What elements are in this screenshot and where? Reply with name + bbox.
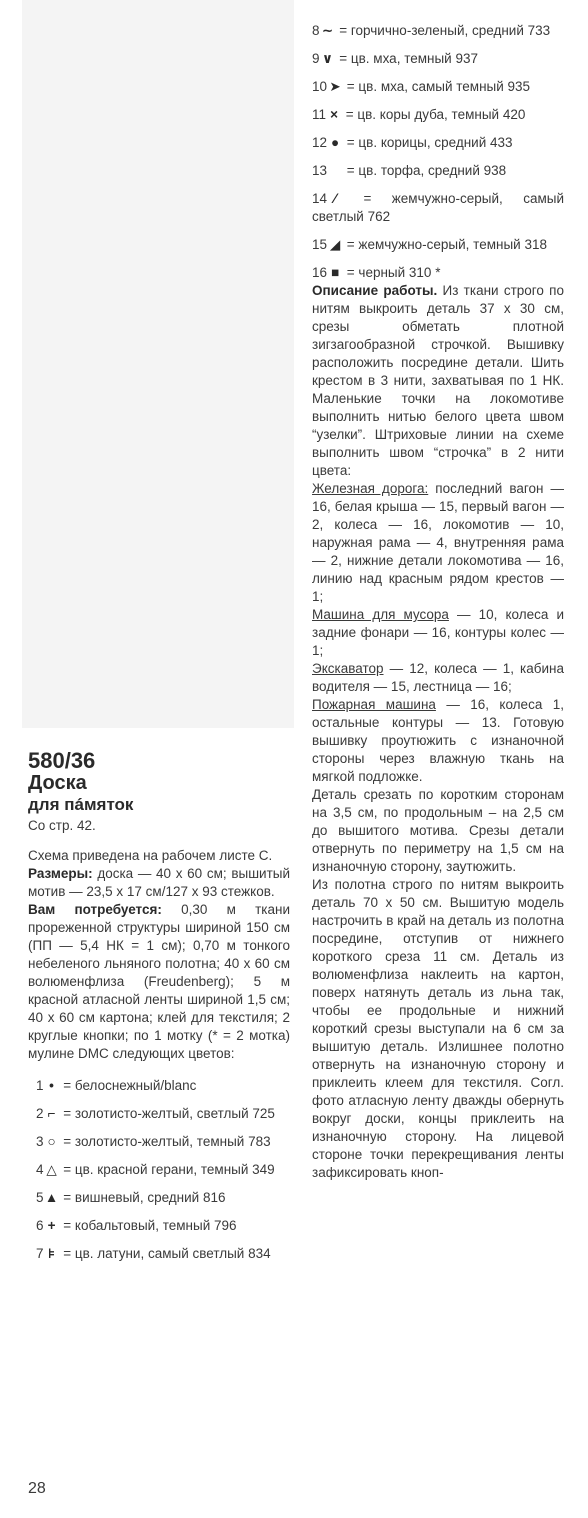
article-title: Доска	[28, 772, 87, 794]
left-column	[28, 750, 290, 1263]
legend-item	[312, 190, 564, 226]
legend-number: 7	[36, 1246, 44, 1261]
description-paragraph	[312, 282, 564, 480]
excavator-text: — 12, колеса — 1, кабина водителя — 15, лестница — 16;	[312, 661, 564, 694]
right-column	[312, 22, 564, 1182]
legend-symbol: ×	[330, 107, 338, 122]
legend-number: 1	[36, 1078, 44, 1093]
legend-text: = горчично-зеленый, средний 733	[335, 23, 551, 38]
legend-item	[312, 22, 564, 40]
legend-item	[312, 106, 564, 124]
legend-number: 2	[36, 1106, 44, 1121]
legend-item	[312, 264, 564, 282]
fire-truck-text: — 16, колеса 1, остальные контуры — 13. Готовую вышивку проутюжить с изнаночной стороны через влажную ткань на мягкой подложке.	[312, 697, 564, 784]
legend-symbol: ▲	[44, 1190, 59, 1205]
legend-symbol: ■	[330, 265, 340, 280]
legend-number: 15	[312, 237, 328, 252]
legend-symbol: △	[46, 1162, 57, 1177]
excavator-label: Экскаватор	[312, 661, 384, 676]
legend-symbol: ⁄	[333, 191, 337, 206]
description-text: Из ткани строго по нитям выкроить деталь 37 х 30 см, срезы обметать плотной зигзагообразной строчкой. Вышивку расположить посредине детали. Шить крестом в 3 нити, захватывая по 1 НК. Маленькие точки на локомотиве выполнить нитью белого цвета швом “узелки”. Штриховые линии на схеме выполнить швом “строчка” в 2 нити цвета:	[312, 283, 564, 478]
legend-number: 8	[312, 23, 320, 38]
legend-symbol: ⌐	[47, 1106, 56, 1121]
color-legend-right	[312, 22, 564, 282]
legend-symbol: •	[49, 1078, 54, 1093]
legend-symbol: ∼	[321, 23, 334, 38]
legend-symbol: ○	[47, 1134, 56, 1149]
legend-text: = черный 310 *	[343, 265, 441, 280]
garbage-truck-paragraph	[312, 606, 564, 660]
legend-item	[312, 134, 564, 152]
railway-label: Железная дорога:	[312, 481, 429, 496]
legend-item	[28, 1217, 290, 1235]
materials-paragraph	[28, 901, 290, 1063]
fire-truck-label: Пожарная машина	[312, 697, 436, 712]
excavator-paragraph	[312, 660, 564, 696]
legend-text: = цв. коры дуба, темный 420	[342, 107, 526, 122]
legend-number: 10	[312, 79, 328, 94]
page-number: 28	[28, 1480, 46, 1497]
legend-symbol: +	[47, 1218, 56, 1233]
legend-text: = цв. латуни, самый светлый 834	[59, 1246, 271, 1261]
article-number: 580/36	[28, 748, 96, 773]
legend-symbol: ➤	[329, 79, 341, 94]
color-legend-left	[28, 1077, 290, 1263]
legend-text: = цв. красной герани, темный 349	[59, 1162, 275, 1177]
legend-number: 16	[312, 265, 328, 280]
legend-number: 4	[36, 1162, 44, 1177]
legend-symbol: ∨	[322, 51, 333, 66]
fire-truck-paragraph	[312, 696, 564, 786]
materials-text: 0,30 м ткани прореженной структуры шириной 150 см (ПП — 5,4 НК = 1 см); 0,70 м тонкого небеленого льняного полотна; 40 х 60 см волюменфлиза (Freudenberg); 5 м красной атласной ленты шириной 1,5 см; 40 х 60 см картона; клей для текстиля; 2 круглые кнопки; по 1 мотку (* = 2 мотка) мулине DMC следующих цветов:	[28, 902, 290, 1061]
legend-item	[28, 1189, 290, 1207]
legend-text: = жемчужно-серый, темный 318	[343, 237, 547, 252]
legend-text: = жемчужно-серый, самый светлый 762	[312, 191, 564, 224]
intro-paragraph: Схема приведена на рабочем листе С.	[28, 848, 273, 863]
legend-text: = золотисто-желтый, темный 783	[59, 1134, 271, 1149]
garbage-truck-label: Машина для мусора	[312, 607, 449, 622]
legend-text: = цв. торфа, средний 938	[343, 163, 507, 178]
legend-text: = цв. мха, темный 937	[335, 51, 478, 66]
legend-text: = золотисто-желтый, светлый 725	[59, 1106, 275, 1121]
legend-number: 14	[312, 191, 328, 206]
legend-item	[28, 1105, 290, 1123]
sizes-label: Размеры:	[28, 866, 93, 881]
legend-number: 13	[312, 163, 328, 178]
legend-symbol: ●	[330, 135, 340, 150]
legend-item	[312, 162, 564, 180]
legend-text: = белоснежный/blanc	[59, 1078, 197, 1093]
description-label: Описание работы.	[312, 283, 438, 298]
legend-number: 3	[36, 1134, 44, 1149]
legend-text: = вишневый, средний 816	[59, 1190, 226, 1205]
railway-paragraph	[312, 480, 564, 606]
legend-symbol: ◢	[329, 237, 341, 252]
legend-number: 12	[312, 135, 328, 150]
legend-item	[312, 236, 564, 254]
legend-number: 11	[312, 107, 327, 122]
legend-text: = кобальтовый, темный 796	[59, 1218, 237, 1233]
garbage-truck-text: — 10, колеса и задние фонари — 16, контуры колес — 1;	[312, 607, 564, 658]
legend-text: = цв. корицы, средний 433	[343, 135, 513, 150]
legend-number: 6	[36, 1218, 44, 1233]
sizes-paragraph	[28, 865, 290, 901]
legend-item	[312, 50, 564, 68]
materials-label: Вам потребуется:	[28, 902, 162, 917]
sizes-text: доска — 40 х 60 см; вышитый мотив — 23,5 х 17 см/127 х 93 стежков.	[28, 866, 290, 899]
page-reference: Со стр. 42.	[28, 818, 96, 833]
legend-symbol: ⊧	[47, 1246, 56, 1261]
trimming-paragraph: Деталь срезать по коротким сторонам на 3,5 см, по продольным – на 2,5 см до вышитого мотива. Срезы детали отвернуть по периметру на 1,5 см на изнаночную сторону, заутюжить.	[312, 787, 564, 874]
legend-number: 5	[36, 1190, 44, 1205]
photo-area	[22, 0, 294, 728]
legend-item	[312, 78, 564, 96]
assembly-paragraph: Из полотна строго по нитям выкроить деталь 70 х 50 см. Вышитую модель настрочить в край на деталь из полотна посредине, отступив от нижнего короткого среза 11 см. Деталь из волюменфлиза наклеить на картон, поверх натянуть деталь из льна так, чтобы ее продольные и нижний короткий срезы выступали на 6 см за вышитую деталь. Излишнее полотно отвернуть на изнаночную сторону и приклеить клеем для текстиля. Согл. фото атласную ленту дважды обернуть вокруг доски, концы приклеить на изнаночную сторону. На лицевой стороне точки перекрещивания ленты зафиксировать кноп-	[312, 877, 564, 1180]
railway-text: последний вагон — 16, белая крыша — 15, первый вагон — 2, колеса — 16, локомотив — 10, наружная рама — 4, внутренняя рама — 2, нижние детали локомотива — 16, линию над красным рядом крестов — 1;	[312, 481, 564, 604]
legend-item	[28, 1161, 290, 1179]
legend-item	[28, 1245, 290, 1263]
legend-item	[28, 1133, 290, 1151]
article-subtitle: для пáмяток	[28, 795, 134, 814]
legend-text: = цв. мха, самый темный 935	[343, 79, 531, 94]
legend-item	[28, 1077, 290, 1095]
legend-number: 9	[312, 51, 320, 66]
